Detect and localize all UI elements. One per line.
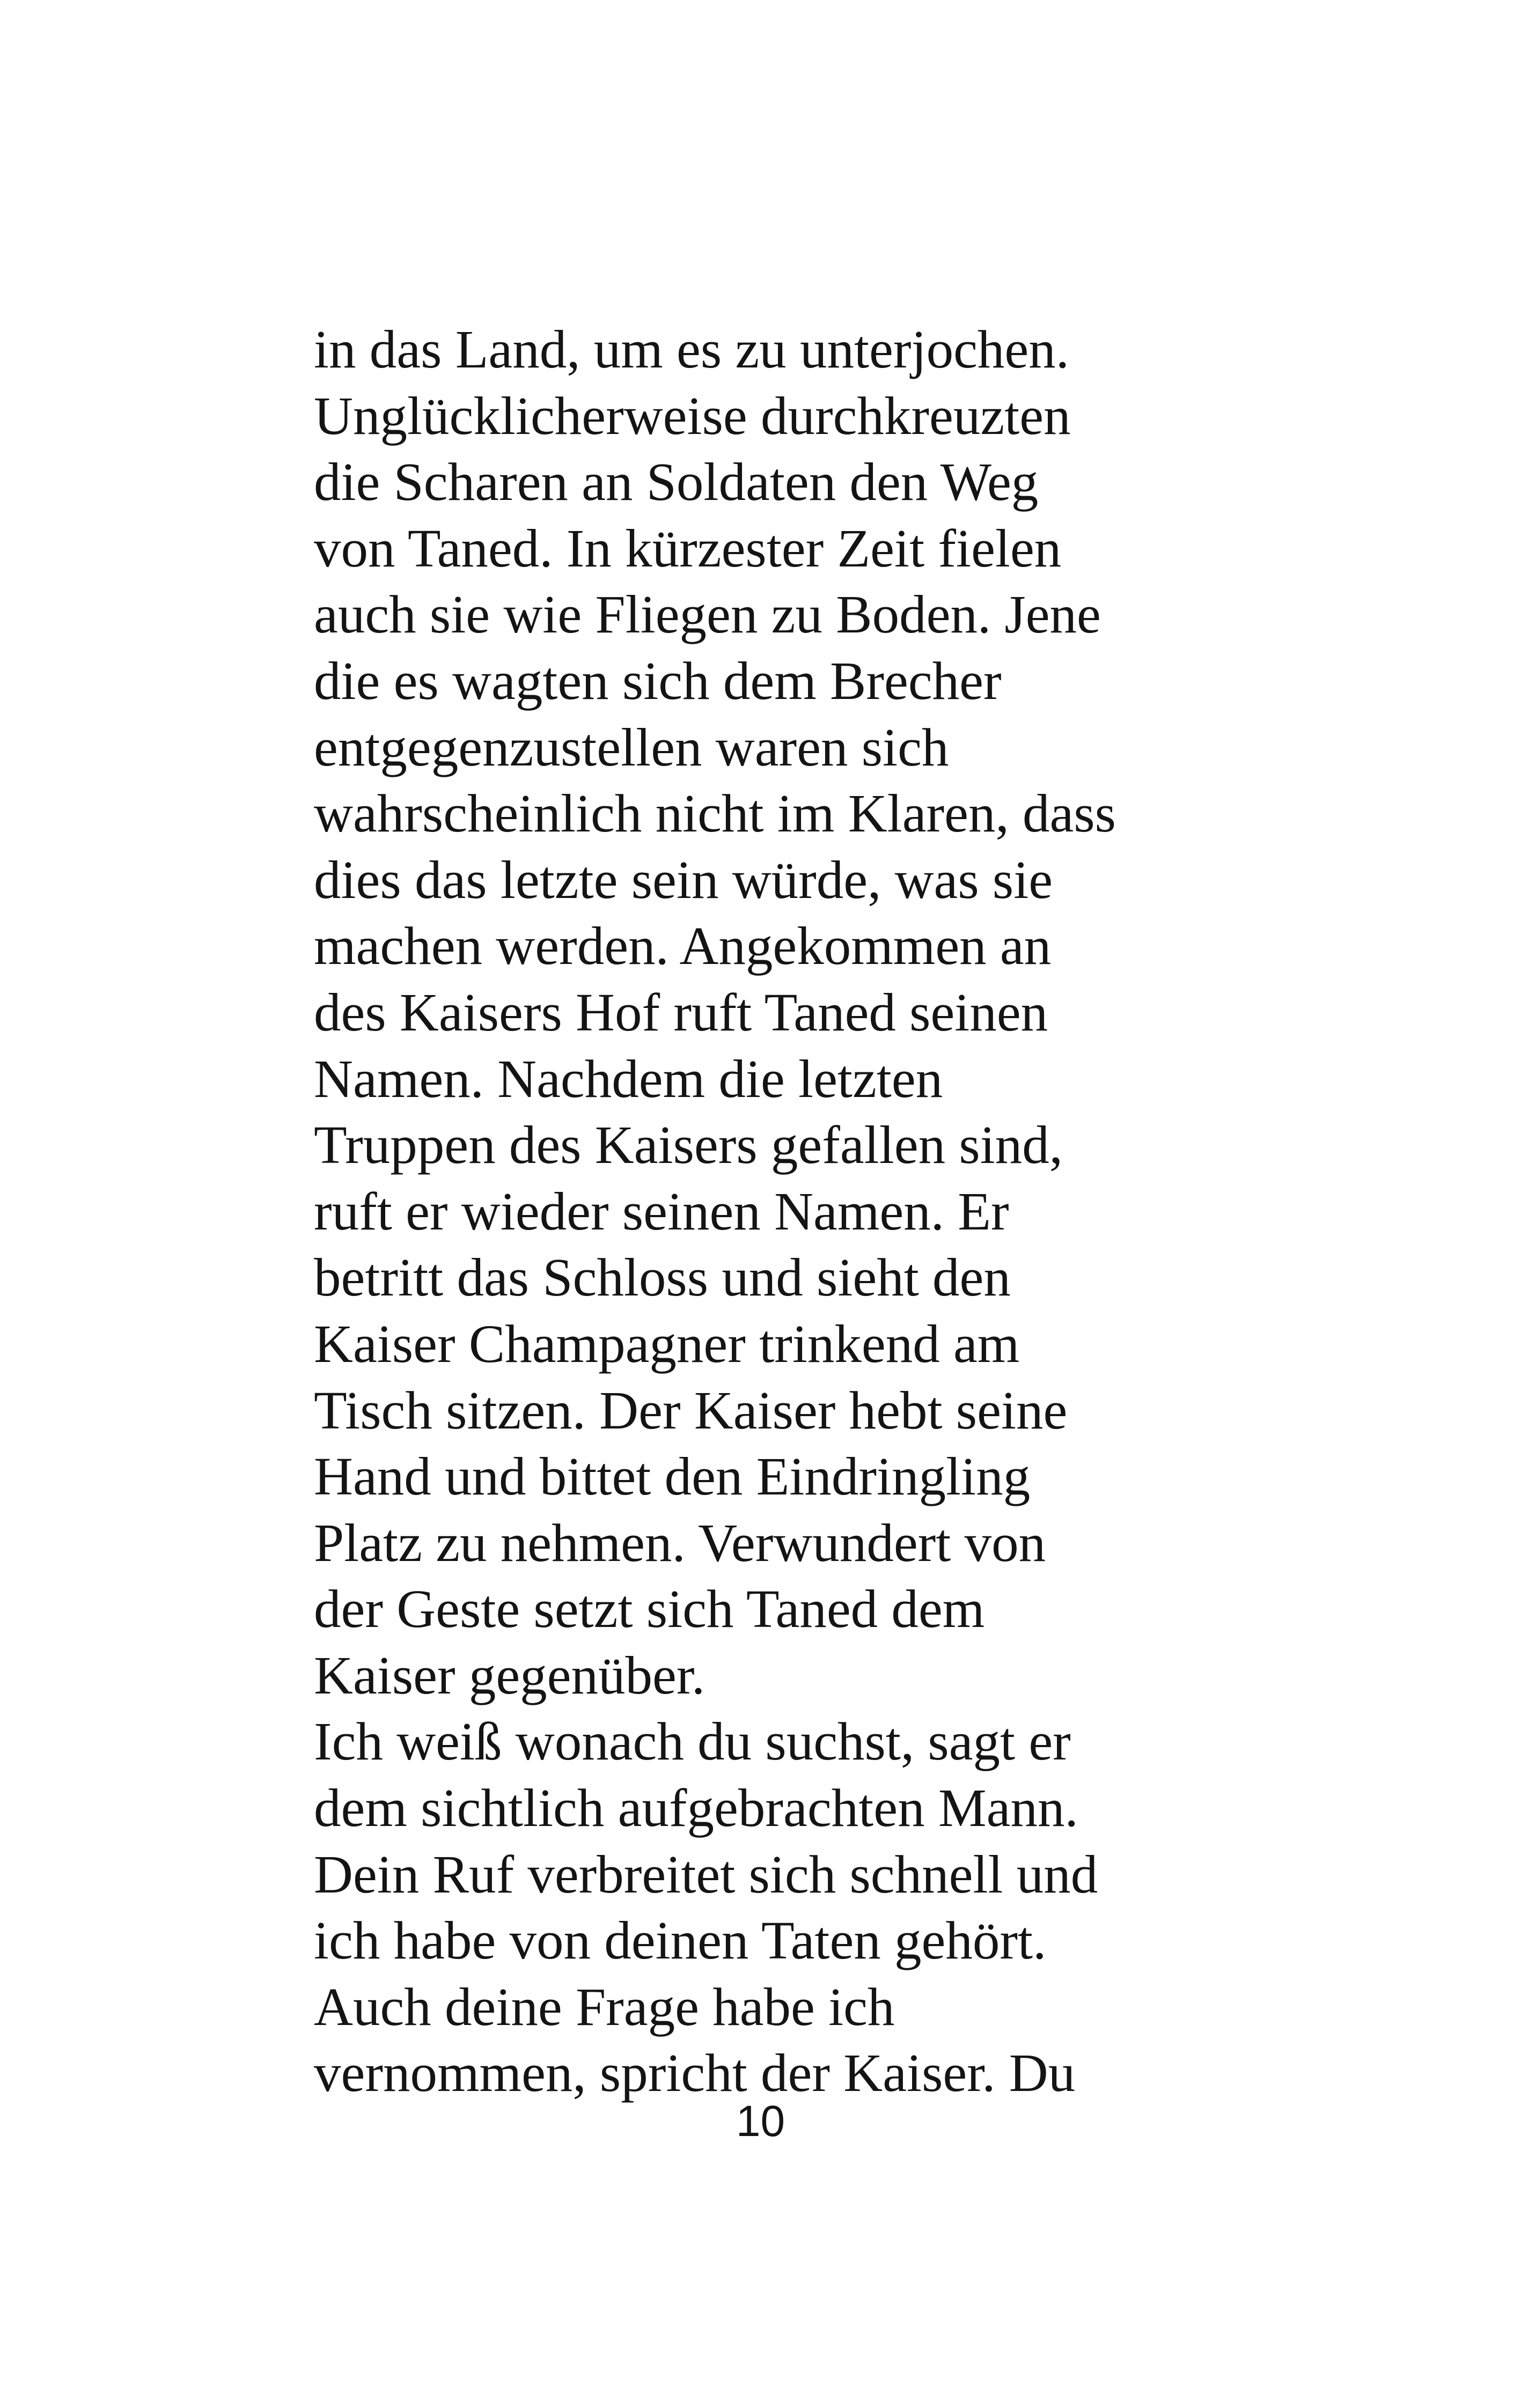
text-line: machen werden. Angekommen an <box>314 916 1052 976</box>
text-line: betritt das Schloss und sieht den <box>314 1247 1011 1308</box>
text-line: ich habe von deinen Taten gehört. <box>314 1910 1047 1971</box>
text-line: vernommen, spricht der Kaiser. Du <box>314 2043 1076 2103</box>
text-line: Dein Ruf verbreitet sich schnell und <box>314 1844 1098 1904</box>
text-line: des Kaisers Hof ruft Taned seinen <box>314 982 1048 1042</box>
text-line: Truppen des Kaisers gefallen sind, <box>314 1115 1063 1175</box>
text-line: Platz zu nehmen. Verwundert von <box>314 1512 1046 1573</box>
text-line: in das Land, um es zu unterjochen. <box>314 319 1069 379</box>
text-line: auch sie wie Fliegen zu Boden. Jene <box>314 584 1101 645</box>
text-line: die Scharen an Soldaten den Weg <box>314 452 1039 512</box>
text-line: ruft er wieder seinen Namen. Er <box>314 1181 1009 1241</box>
text-line: Auch deine Frage habe ich <box>314 1976 895 2037</box>
text-line: dies das letzte sein würde, was sie <box>314 849 1053 910</box>
text-line: Kaiser Champagner trinkend am <box>314 1313 1020 1374</box>
page-number: 10 <box>736 2097 785 2146</box>
text-line: die es wagten sich dem Brecher <box>314 650 1002 711</box>
text-line: Namen. Nachdem die letzten <box>314 1048 943 1109</box>
text-line: der Geste setzt sich Taned dem <box>314 1579 985 1639</box>
text-line: Unglücklicherweise durchkreuzten <box>314 385 1071 446</box>
text-line: dem sichtlich aufgebrachten Mann. <box>314 1778 1078 1838</box>
text-line: Ich weiß wonach du suchst, sagt er <box>314 1711 1071 1772</box>
text-line: Tisch sitzen. Der Kaiser hebt seine <box>314 1380 1068 1440</box>
text-line: entgegenzustellen waren sich <box>314 717 949 777</box>
text-line: wahrscheinlich nicht im Klaren, dass <box>314 783 1116 844</box>
text-line: Kaiser gegenüber. <box>314 1645 706 1705</box>
text-line: Hand und bittet den Eindringling <box>314 1446 1031 1507</box>
text-line: von Taned. In kürzester Zeit fielen <box>314 518 1062 578</box>
body-text <box>314 316 1521 2107</box>
